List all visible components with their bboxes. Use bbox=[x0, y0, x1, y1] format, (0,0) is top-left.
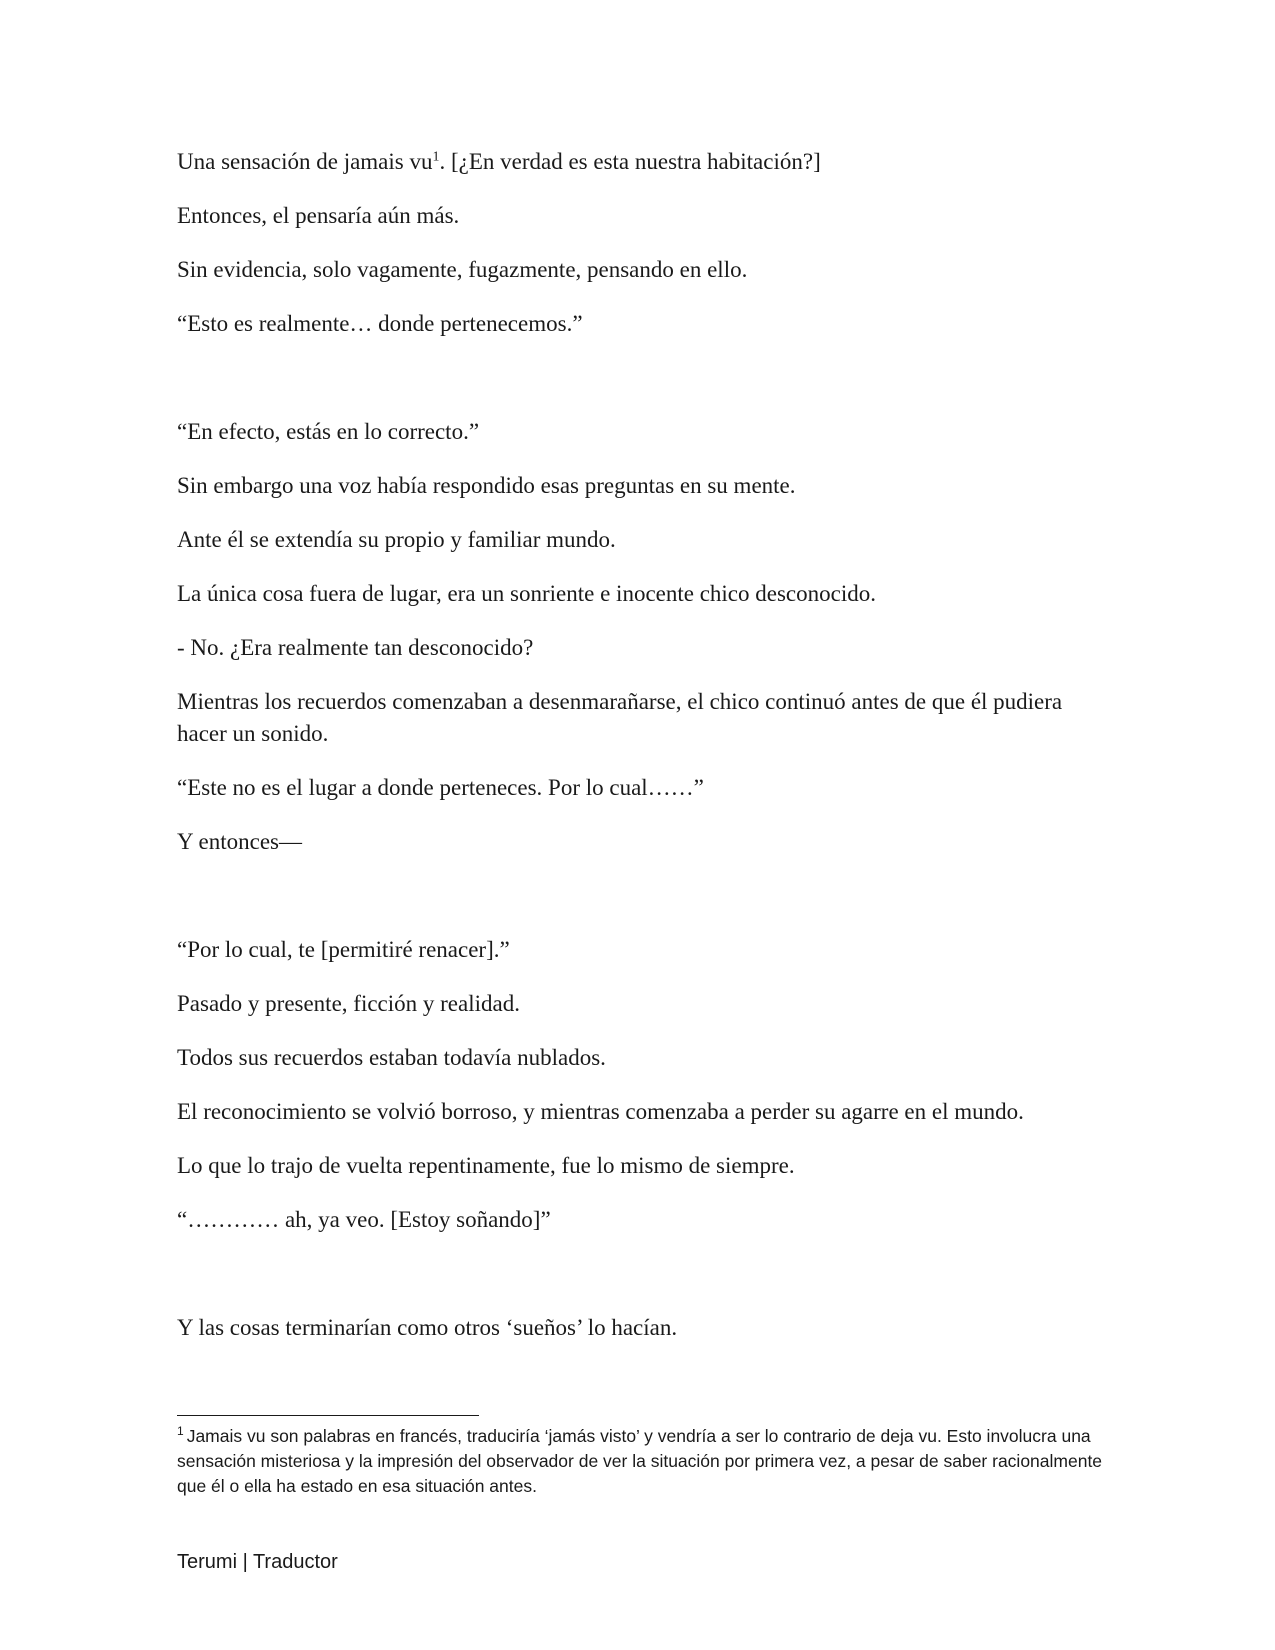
paragraph bbox=[177, 1204, 1107, 1236]
paragraph-text: Sin embargo una voz había respondido esas preguntas en su mente. bbox=[177, 473, 796, 498]
footnote bbox=[177, 1424, 1107, 1499]
paragraph bbox=[177, 826, 1107, 858]
paragraph-text: El reconocimiento se volvió borroso, y mientras comenzaba a perder su agarre en el mundo. bbox=[177, 1099, 1024, 1124]
paragraph-text: - No. ¿Era realmente tan desconocido? bbox=[177, 635, 534, 660]
paragraph bbox=[177, 578, 1107, 610]
paragraph bbox=[177, 1312, 1107, 1344]
paragraph-text: Y entonces— bbox=[177, 829, 302, 854]
blank-line bbox=[177, 880, 1107, 912]
paragraph bbox=[177, 934, 1107, 966]
paragraph-text: Lo que lo trajo de vuelta repentinamente, fue lo mismo de siempre. bbox=[177, 1153, 795, 1178]
paragraph bbox=[177, 1042, 1107, 1074]
paragraph-text: Y las cosas terminarían como otros ‘sueños’ lo hacían. bbox=[177, 1315, 678, 1340]
paragraph-text: “Esto es realmente… donde pertenecemos.” bbox=[177, 311, 583, 336]
footnote-reference: 1 bbox=[432, 149, 440, 165]
paragraph bbox=[177, 254, 1107, 286]
footnote-text: Jamais vu son palabras en francés, traduciría ‘jamás visto’ y vendría a ser lo contrario de deja vu. Esto involucra una sensación misteriosa y la impresión del observador de ver la situación por primera vez, a pesar de saber racionalmente que él o ella ha estado en esa situación antes. bbox=[177, 1426, 1103, 1496]
paragraph-text: Todos sus recuerdos estaban todavía nublados. bbox=[177, 1045, 606, 1070]
paragraph bbox=[177, 686, 1107, 750]
paragraph bbox=[177, 988, 1107, 1020]
page-footer: Terumi | Traductor bbox=[177, 1551, 338, 1573]
paragraph-text: “En efecto, estás en lo correcto.” bbox=[177, 419, 480, 444]
paragraph-text: Mientras los recuerdos comenzaban a desenmarañarse, el chico continuó antes de que él pudiera hacer un sonido. bbox=[177, 689, 1063, 746]
paragraph bbox=[177, 146, 1107, 178]
paragraph-text: “Este no es el lugar a donde perteneces. Por lo cual……” bbox=[177, 775, 704, 800]
blank-line bbox=[177, 362, 1107, 394]
paragraph-text: Ante él se extendía su propio y familiar mundo. bbox=[177, 527, 616, 552]
paragraph-text-continued: . [¿En verdad es esta nuestra habitación?] bbox=[439, 149, 821, 174]
paragraph-text: Una sensación de jamais vu bbox=[177, 149, 433, 174]
paragraph bbox=[177, 772, 1107, 804]
paragraph-text: “………… ah, ya veo. [Estoy soñando]” bbox=[177, 1207, 551, 1232]
paragraph bbox=[177, 632, 1107, 664]
paragraph bbox=[177, 200, 1107, 232]
body-text bbox=[177, 146, 1107, 1366]
paragraph-text: Sin evidencia, solo vagamente, fugazmente, pensando en ello. bbox=[177, 257, 748, 282]
paragraph-text: “Por lo cual, te [permitiré renacer].” bbox=[177, 937, 510, 962]
paragraph-text: La única cosa fuera de lugar, era un sonriente e inocente chico desconocido. bbox=[177, 581, 876, 606]
paragraph-text: Entonces, el pensaría aún más. bbox=[177, 203, 460, 228]
paragraph bbox=[177, 1096, 1107, 1128]
paragraph bbox=[177, 1150, 1107, 1182]
blank-line bbox=[177, 1258, 1107, 1290]
footnote-separator bbox=[177, 1415, 479, 1416]
paragraph-text: Pasado y presente, ficción y realidad. bbox=[177, 991, 520, 1016]
paragraph bbox=[177, 308, 1107, 340]
paragraph bbox=[177, 524, 1107, 556]
footnote-number: 1 bbox=[177, 1424, 184, 1439]
paragraph bbox=[177, 470, 1107, 502]
paragraph bbox=[177, 416, 1107, 448]
